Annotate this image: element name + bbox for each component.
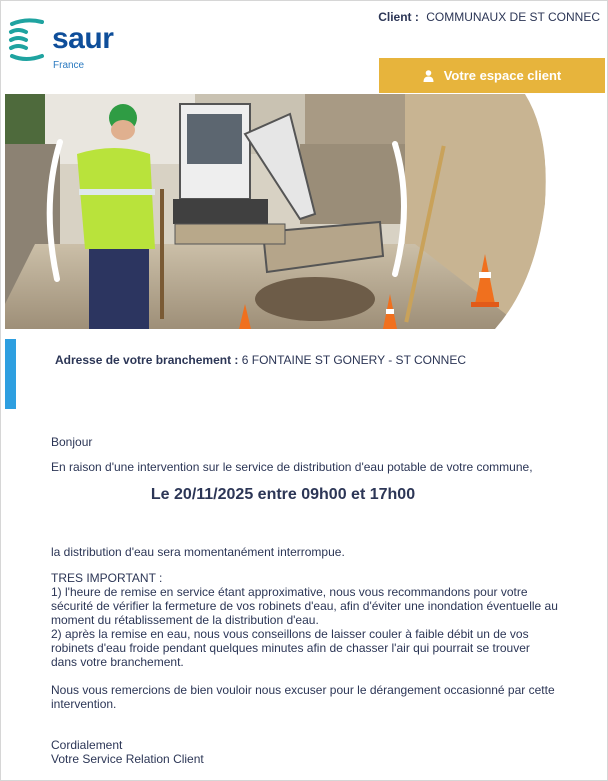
brand-country: France [53, 60, 85, 71]
client-label: Client : [378, 10, 419, 24]
intervention-date: Le 20/11/2025 entre 09h00 et 17h00 [150, 486, 416, 503]
signature: Votre Service Relation Client [51, 752, 204, 766]
interruption-text: la distribution d'eau sera momentanément interrompue. [51, 545, 345, 559]
point1-line2: sécurité de vérifier la fermeture de vos robinets d'eau, afin d'éviter une inondation éventuelle au [51, 599, 558, 613]
point2-line2: robinets d'eau froide pendant quelques minutes afin de chasser l'air qui pourrait se trouver [51, 641, 530, 655]
greeting: Bonjour [51, 435, 93, 449]
address-accent-bar [5, 339, 16, 409]
user-icon [423, 70, 434, 82]
apology-line1: Nous vous remercions de bien vouloir nous excuser pour le dérangement occasionné par cette [51, 683, 555, 697]
hero-photo [5, 94, 605, 329]
brand-name: saur [52, 22, 114, 55]
address-label: Adresse de votre branchement : [55, 353, 239, 367]
point1-line3: moment du rétablissement de la distribution d'eau. [51, 613, 319, 627]
apology-line2: intervention. [51, 697, 117, 711]
client-info [378, 10, 600, 24]
client-name: COMMUNAUX DE ST CONNEC [426, 10, 600, 24]
address-value: 6 FONTAINE ST GONERY - ST CONNEC [241, 353, 467, 367]
important-title: TRES IMPORTANT : [51, 571, 163, 585]
point2-line1: 2) après la remise en eau, nous vous conseillons de laisser couler à faible débit un de vos [51, 627, 529, 641]
espace-client-label: Votre espace client [443, 68, 562, 83]
point2-line3: dans votre branchement. [51, 655, 184, 669]
saur-wave-icon [8, 16, 52, 64]
address-line [55, 353, 466, 367]
intro-text: En raison d'une intervention sur le service de distribution d'eau potable de votre commune, [51, 460, 533, 474]
point1-line1: 1) l'heure de remise en service étant approximative, nous vous recommandons pour votre [51, 585, 528, 599]
closing: Cordialement [51, 738, 123, 752]
espace-client-button[interactable] [379, 58, 605, 93]
